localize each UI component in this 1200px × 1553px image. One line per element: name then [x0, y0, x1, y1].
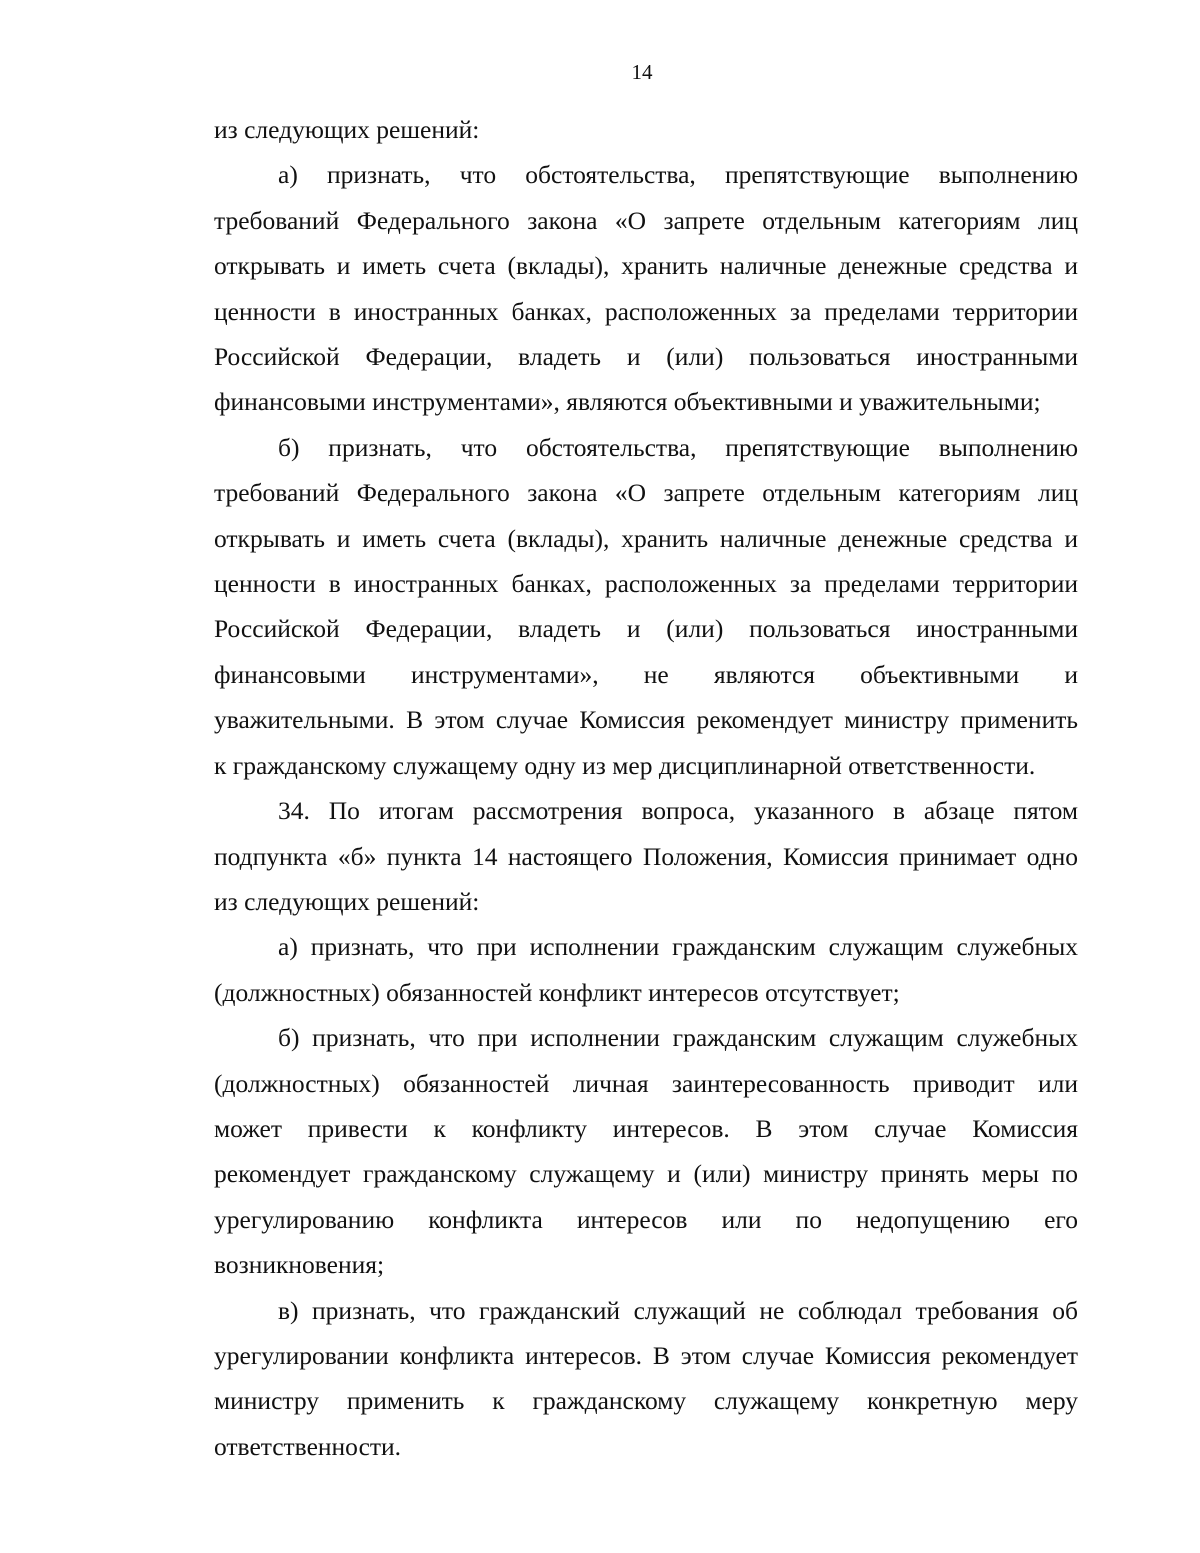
- text-line: (должностных) обязанностей конфликт интересов отсутствует;: [214, 977, 900, 1007]
- text-line: а) признать, что обстоятельства, препятствующие выполнению: [278, 160, 1078, 190]
- text-line: урегулировании конфликта интересов. В этом случае Комиссия рекомендует: [214, 1340, 1078, 1370]
- text-line: Российской Федерации, владеть и (или) пользоваться иностранными: [214, 342, 1078, 372]
- document-body: [214, 107, 1078, 1469]
- text-line: финансовыми инструментами», не являются объективными и: [214, 659, 1078, 689]
- text-line: 34. По итогам рассмотрения вопроса, указанного в абзаце пятом: [278, 796, 1078, 826]
- text-line: подпункта «б» пункта 14 настоящего Положения, Комиссия принимает одно: [214, 841, 1078, 871]
- text-line: уважительными. В этом случае Комиссия рекомендует министру применить: [214, 705, 1078, 735]
- text-line: а) признать, что при исполнении гражданским служащим служебных: [278, 932, 1078, 962]
- text-line: из следующих решений:: [214, 886, 480, 916]
- text-line: (должностных) обязанностей личная заинтересованность приводит или: [214, 1068, 1078, 1098]
- text-line: может привести к конфликту интересов. В этом случае Комиссия: [214, 1113, 1078, 1143]
- text-line: открывать и иметь счета (вклады), хранить наличные денежные средства и: [214, 251, 1078, 281]
- text-line: финансовыми инструментами», являются объективными и уважительными;: [214, 387, 1041, 417]
- text-line: ответственности.: [214, 1431, 402, 1461]
- text-line: ценности в иностранных банках, расположенных за пределами территории: [214, 296, 1078, 326]
- text-line: требований Федерального закона «О запрете отдельным категориям лиц: [214, 478, 1078, 508]
- text-line: из следующих решений:: [214, 115, 480, 144]
- page-number: 14: [631, 60, 653, 84]
- text-line: б) признать, что обстоятельства, препятствующие выполнению: [278, 432, 1078, 462]
- text-line: открывать и иметь счета (вклады), хранить наличные денежные средства и: [214, 523, 1078, 553]
- text-line: урегулированию конфликта интересов или по недопущению его: [214, 1204, 1078, 1234]
- text-line: министру применить к гражданскому служащему конкретную меру: [214, 1386, 1078, 1416]
- text-line: возникновения;: [214, 1250, 385, 1280]
- text-line: ценности в иностранных банках, расположенных за пределами территории: [214, 569, 1078, 599]
- text-line: б) признать, что при исполнении гражданским служащим служебных: [278, 1023, 1078, 1053]
- text-line: требований Федерального закона «О запрете отдельным категориям лиц: [214, 205, 1078, 235]
- text-line: Российской Федерации, владеть и (или) пользоваться иностранными: [214, 614, 1078, 644]
- text-line: в) признать, что гражданский служащий не соблюдал требования об: [278, 1295, 1078, 1325]
- text-line: к гражданскому служащему одну из мер дисциплинарной ответственности.: [214, 750, 1036, 780]
- text-line: рекомендует гражданскому служащему и (или) министру принять меры по: [214, 1159, 1078, 1189]
